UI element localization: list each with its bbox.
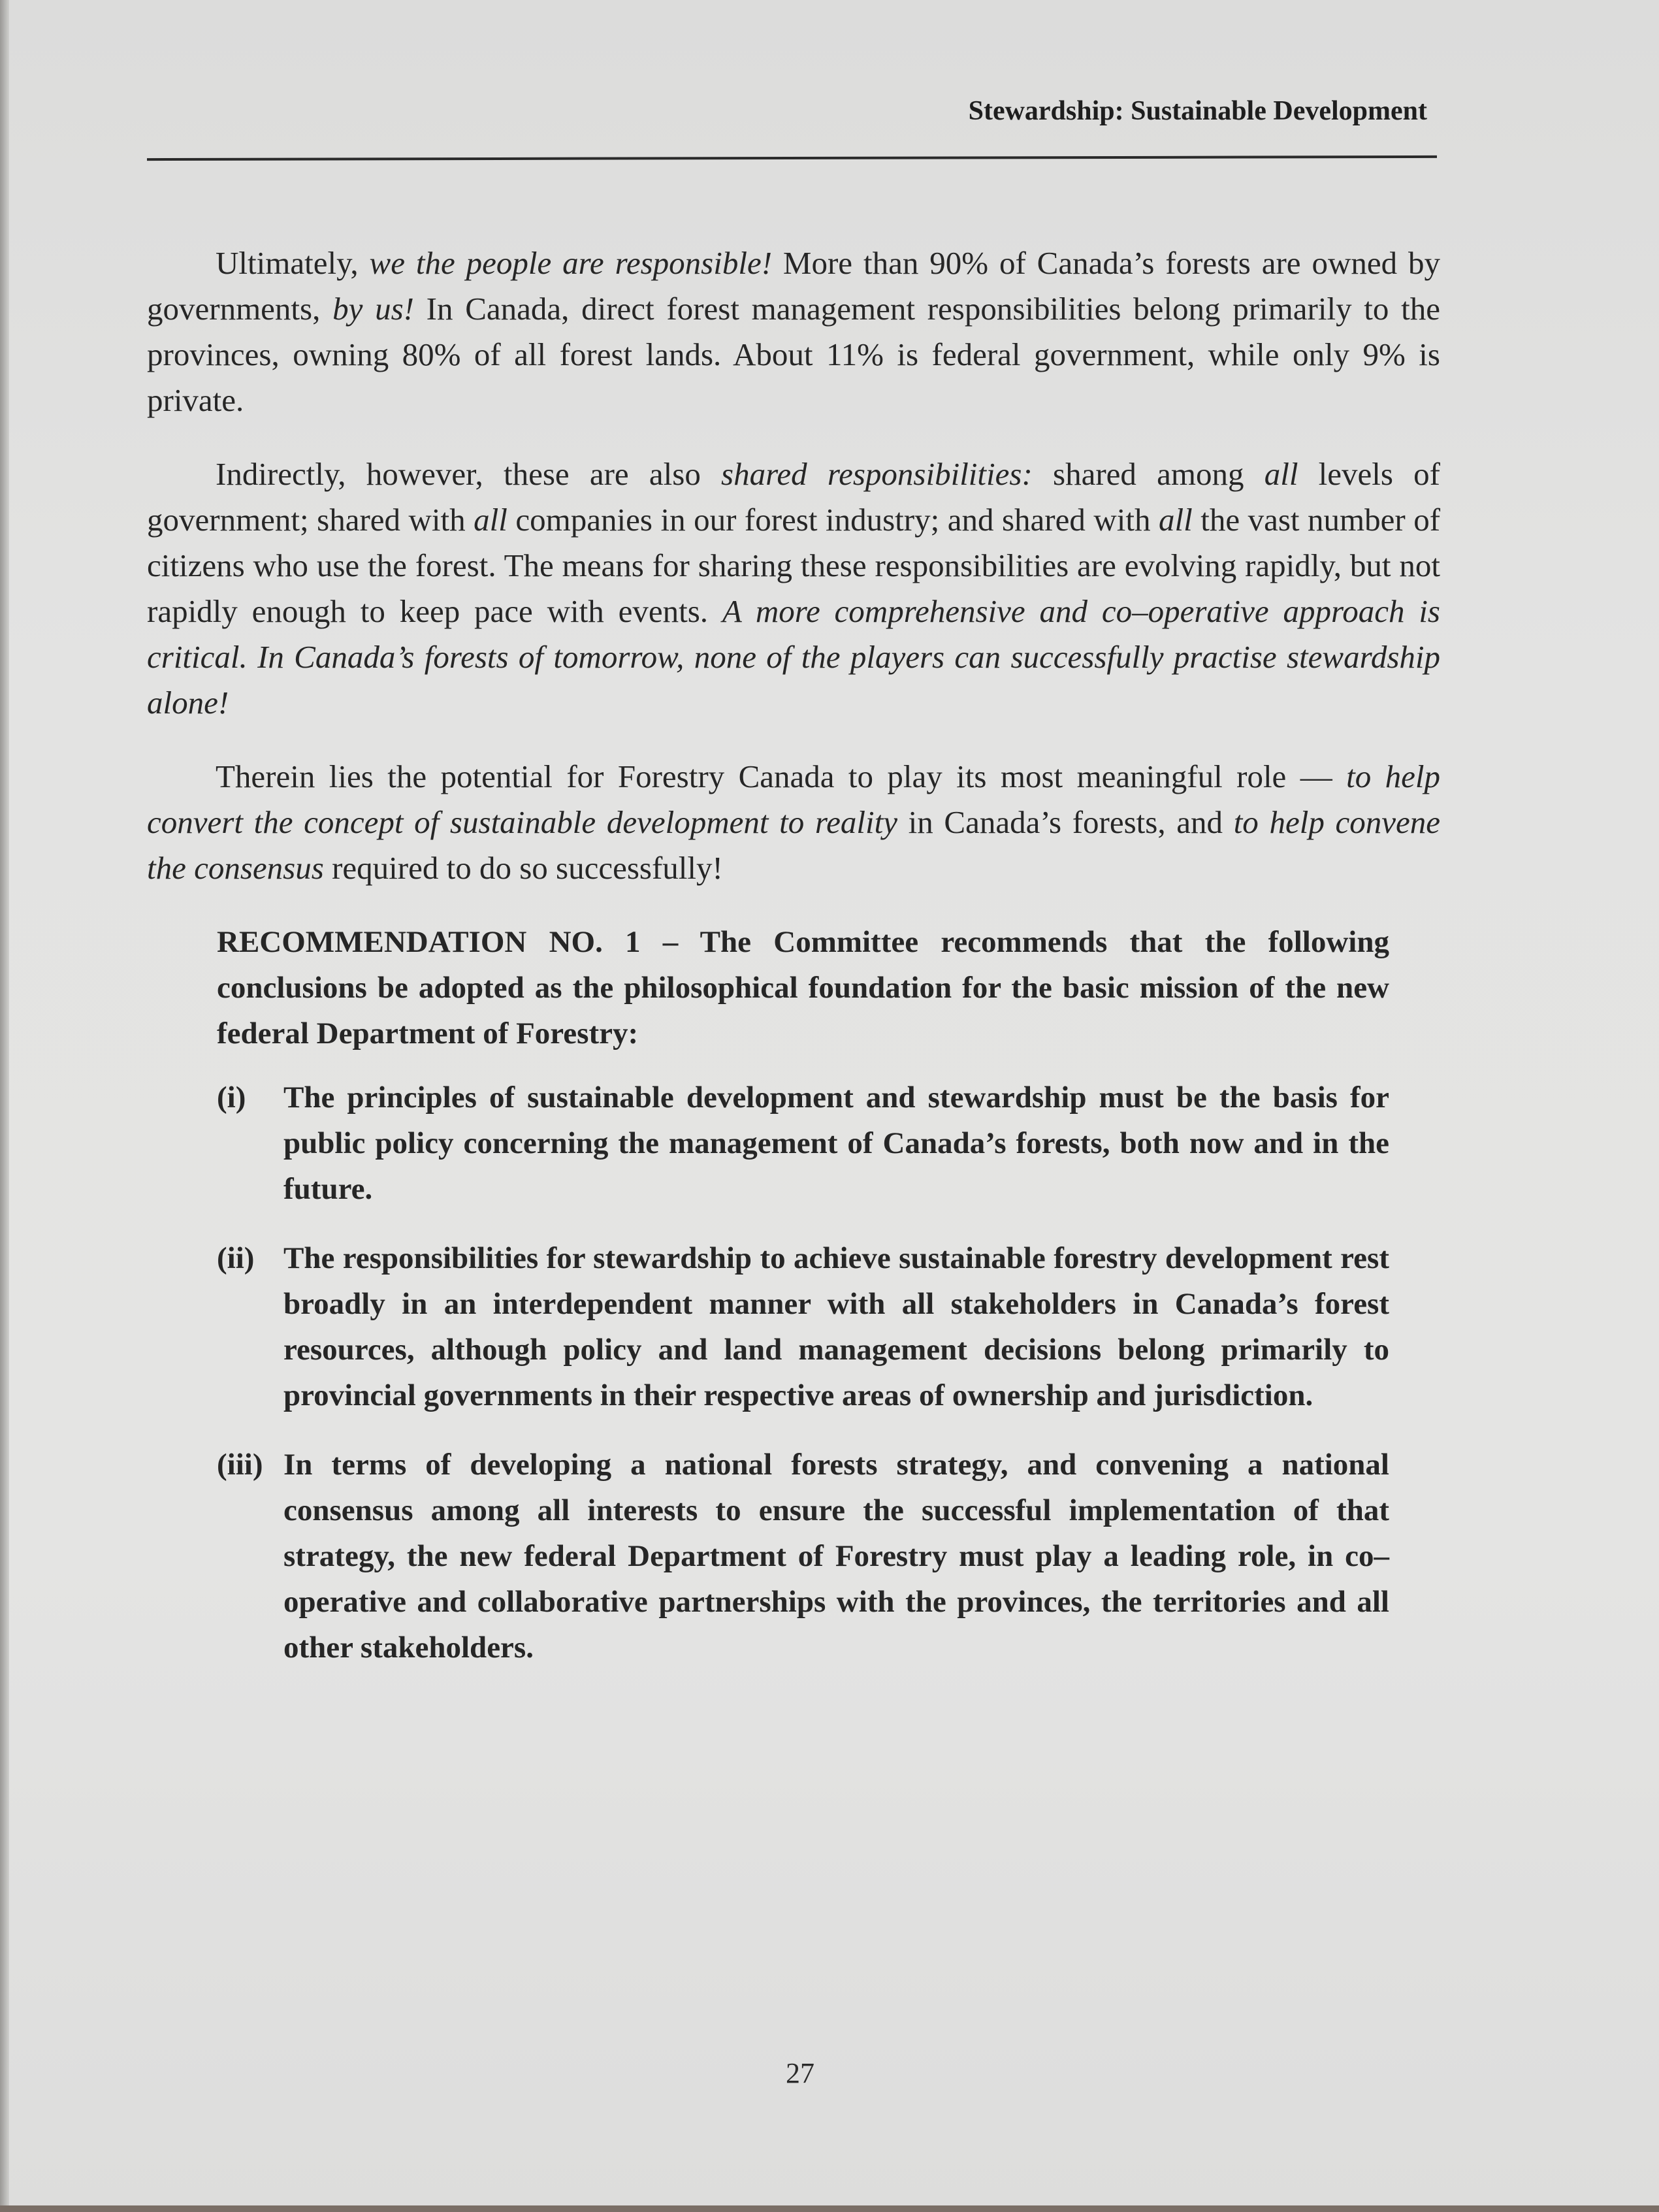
header-rule: [147, 155, 1437, 161]
item-text: The responsibilities for stewardship to achieve sustainable forestry development rest broadly in an interdependent manner with all stakeholders in Canada’s forest resources, although policy and land management decisions belong primarily to provincial governments in their respective areas of ownership and jurisdiction.: [283, 1241, 1389, 1412]
running-head: Stewardship: Sustainable Development: [968, 96, 1427, 126]
text-segment: companies in our forest industry; and shared with: [507, 502, 1159, 538]
text-segment: shared among: [1032, 456, 1264, 492]
text-segment-italic: by us!: [332, 291, 414, 327]
recommendation-block: [147, 919, 1389, 1670]
paragraph-3: [147, 754, 1440, 891]
text-segment: Ultimately,: [216, 245, 370, 281]
text-segment: in Canada’s forests, and: [897, 804, 1234, 840]
recommendation-item: [217, 1442, 1389, 1670]
item-text: The principles of sustainable development and stewardship must be the basis for public policy concerning the management of Canada’s forests, both now and in the future.: [283, 1081, 1389, 1206]
text-segment-italic: all: [474, 502, 507, 538]
text-segment-italic: to help convene the consensus: [147, 804, 1440, 886]
text-segment: Indirectly, however, these are also: [216, 456, 722, 492]
paragraph-2: [147, 451, 1440, 726]
page-left-edge: [0, 0, 9, 2212]
text-segment-italic: A more comprehensive and co–operative approach is critical. In Canada’s forests of tomorrow, none of the players can successfully practise stewardship alone!: [147, 593, 1441, 721]
text-segment: More than 90% of Canada’s forests are owned by governments,: [147, 245, 1440, 327]
body-text: [147, 240, 1440, 1694]
item-number: (iii): [217, 1448, 263, 1482]
text-segment: levels of government; shared with: [147, 456, 1440, 538]
text-segment-italic: all: [1264, 456, 1298, 492]
recommendation-item: [217, 1235, 1389, 1418]
recommendation-item: [217, 1075, 1389, 1212]
text-segment: required to do so successfully!: [323, 850, 723, 886]
text-segment-italic: to help convert the concept of sustainable development to reality: [147, 758, 1440, 840]
item-number: (ii): [217, 1241, 255, 1275]
text-segment-italic: all: [1158, 502, 1193, 538]
recommendation-intro: RECOMMENDATION NO. 1 – The Committee recommends that the following conclusions be adopted as the philosophical foundation for the basic mission of the new federal Department of Forestry:: [217, 925, 1389, 1050]
item-number: (i): [217, 1081, 246, 1114]
text-segment: In Canada, direct forest management responsibilities belong primarily to the provinces, owning 80% of all forest lands. About 11% is federal government, while only 9% is private.: [147, 291, 1440, 418]
text-segment: Therein lies the potential for Forestry Canada to play its most meaningful role —: [216, 758, 1347, 794]
text-segment: the vast number of citizens who use the forest. The means for sharing these responsibilities are evolving rapidly, but not rapidly enough to keep pace with events.: [147, 502, 1441, 629]
text-segment-italic: shared responsibilities:: [721, 456, 1033, 492]
text-segment-italic: we the people are responsible!: [369, 245, 773, 281]
paragraph-1: [147, 240, 1440, 423]
page-bottom-edge: [0, 2205, 1659, 2212]
page-number: 27: [786, 2057, 814, 2089]
item-text: In terms of developing a national forests strategy, and convening a national consensus among all interests to ensure the successful implementation of that strategy, the new federal Department of Forestry must play a leading role, in co–operative and collaborative partnerships with the provinces, the territories and all other stakeholders.: [283, 1448, 1389, 1665]
